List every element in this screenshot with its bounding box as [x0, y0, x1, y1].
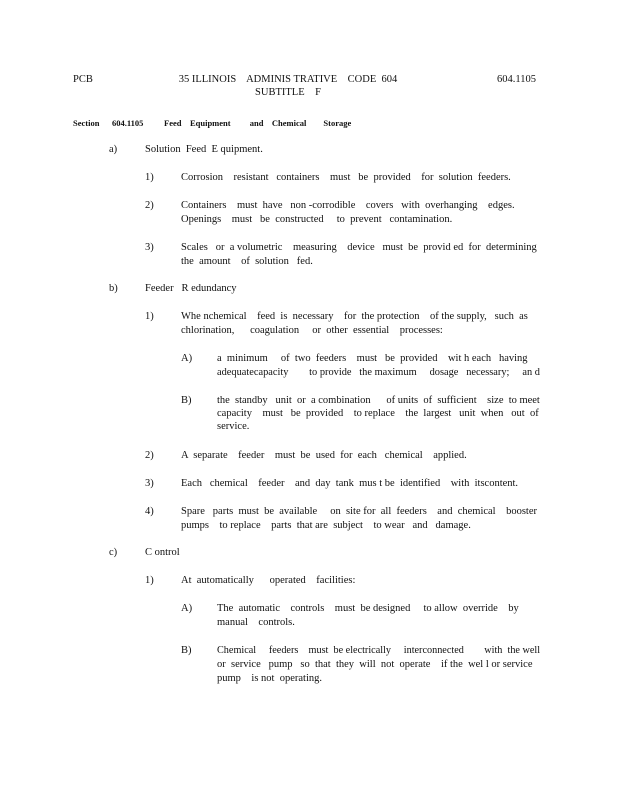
header-agency: PCB — [73, 74, 93, 85]
b1a-line2: adequatecapacity to provide the maximum dosage necessary; an d — [217, 367, 540, 378]
a3-line1: Scales or a volumetric measuring device must be provid ed for determining — [181, 242, 537, 253]
b1b-number: B) — [181, 395, 192, 406]
header-code-line: 35 ILLINOIS ADMINIS TRATIVE CODE 604 — [178, 74, 398, 85]
c1-number: 1) — [145, 575, 154, 586]
a3-number: 3) — [145, 242, 154, 253]
c1a-line1: The automatic controls must be designed to allow override by — [217, 603, 519, 614]
subsection-c-title: C ontrol — [145, 547, 180, 558]
b2-number: 2) — [145, 450, 154, 461]
c1b-line3: pump is not operating. — [217, 673, 322, 684]
a1-number: 1) — [145, 172, 154, 183]
c1a-number: A) — [181, 603, 193, 614]
c1b-number: B) — [181, 645, 192, 656]
b1a-number: A) — [181, 353, 193, 364]
section-number: 604.1105 — [112, 118, 144, 128]
b1-line1: Whe nchemical feed is necessary for the protection of the supply, such as — [181, 311, 528, 322]
b4-line2: pumps to replace parts that are subject to wear and damage. — [181, 520, 471, 531]
c1b-line1: Chemical feeders must be electrically interconnected with the well — [217, 645, 541, 656]
b3-number: 3) — [145, 478, 154, 489]
b3-line1: Each chemical feeder and day tank mus t be identified with itscontent. — [181, 478, 519, 489]
subsection-a-marker: a) — [109, 144, 118, 155]
b2-line1: A separate feeder must be used for each chemical applied. — [181, 450, 467, 461]
c1a-line2: manual controls. — [217, 617, 295, 628]
a2-line1: Containers must have non -corrodible covers with overhanging edges. — [181, 200, 515, 211]
b4-number: 4) — [145, 506, 154, 517]
b1a-line1: a minimum of two feeders must be provided wit h each having — [217, 353, 528, 364]
a1-line1: Corrosion resistant containers must be provided for solution feeders. — [181, 172, 511, 183]
b4-line1: Spare parts must be available on site for all feeders and chemical booster — [181, 506, 538, 517]
header-subtitle-line: SUBTITLE F — [255, 87, 321, 98]
a2-number: 2) — [145, 200, 154, 211]
b1-number: 1) — [145, 311, 154, 322]
a2-line2: Openings must be constructed to prevent contamination. — [181, 214, 453, 225]
subsection-c-marker: c) — [109, 547, 118, 558]
b1b-line1: the standby unit or a combination of units of sufficient size to meet — [217, 395, 540, 406]
header-section-number: 604.1105 — [497, 74, 536, 85]
a3-line2: the amount of solution fed. — [181, 256, 313, 267]
b1-line2: chlorination, coagulation or other essential processes: — [181, 325, 443, 336]
section-title: Feed Equipment and Chemical Storage — [164, 118, 352, 128]
subsection-a-title: Solution Feed E quipment. — [145, 144, 263, 155]
section-label: Section — [73, 118, 100, 128]
c1-line1: At automatically operated facilities: — [181, 575, 356, 586]
subsection-b-marker: b) — [109, 283, 118, 294]
header-title — [173, 73, 403, 99]
b1b-line3: service. — [217, 421, 250, 432]
b1b-line2: capacity must be provided to replace the largest unit when out of — [217, 408, 539, 419]
subsection-b-title: Feeder R edundancy — [145, 283, 237, 294]
c1b-line2: or service pump so that they will not operate if the wel l or service — [217, 659, 533, 670]
